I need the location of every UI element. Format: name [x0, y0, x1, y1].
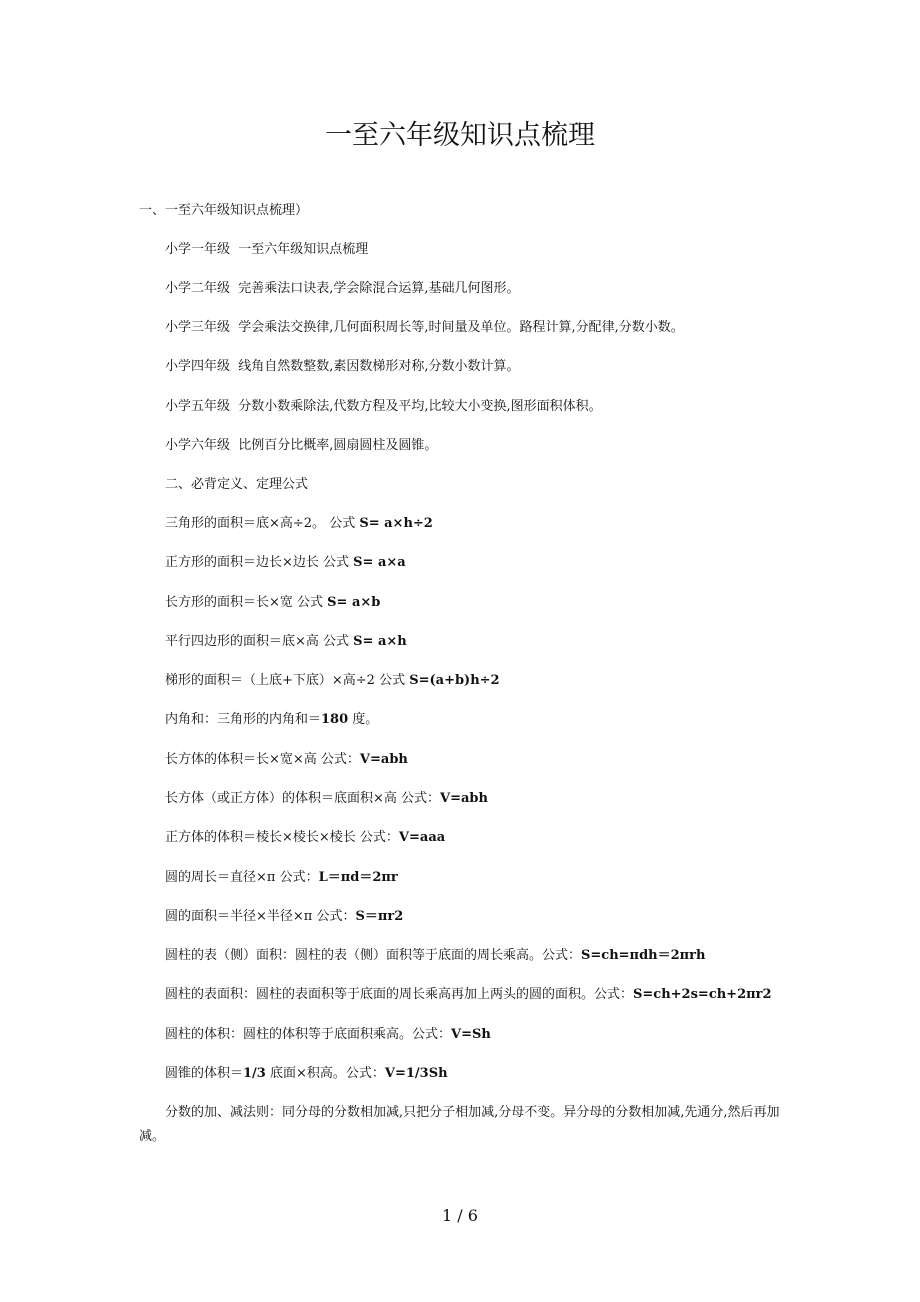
- formula-description: 梯形的面积＝（上底+下底）×高÷2 公式: [165, 673, 410, 688]
- section-heading-grades: 一、一至六年级知识点梳理）: [139, 203, 309, 218]
- formula-line-cuboid-volume: [165, 751, 408, 769]
- formula-expression: L＝πd＝2πr: [318, 870, 398, 885]
- formula-expression: S= a×h: [353, 634, 407, 649]
- fraction-rule-paragraph: 分数的加、减法则：同分母的分数相加减,只把分子相加减,分母不变。异分母的分数相加减,先通分,然后再加减。: [139, 1105, 780, 1144]
- formula-description: 圆柱的表面积：圆柱的表面积等于底面的周长乘高再加上两头的圆的面积。公式：: [165, 987, 634, 1002]
- formula-description: 正方形的面积＝边长×边长 公式: [165, 555, 354, 570]
- formula-line-circle-perimeter: [165, 869, 398, 887]
- formula-line-parallelogram: [165, 633, 407, 651]
- formula-line-cube-volume: [165, 829, 445, 847]
- formula-description: 内角和：三角形的内角和＝: [165, 712, 322, 727]
- grade-text: 学会乘法交换律,几何面积周长等,时间量及单位。路程计算,分配律,分数小数。: [238, 320, 684, 335]
- grade-text: 完善乘法口诀表,学会除混合运算,基础几何图形。: [238, 281, 520, 296]
- formula-line-cylinder-lateral: [165, 947, 705, 965]
- grade-line-1: [165, 241, 368, 259]
- formula-line-cone-volume: [165, 1065, 448, 1083]
- formula-description: 长方体的体积＝长×宽×高 公式：: [165, 752, 360, 767]
- document-title: 一至六年级知识点梳理: [325, 120, 595, 151]
- formula-line-circle-area: [165, 908, 403, 926]
- formula-line-cylinder-volume: [165, 1026, 491, 1044]
- formula-expression: V=Sh: [451, 1027, 491, 1042]
- formula-line-prism-volume: [165, 790, 488, 808]
- formula-line-cylinder-surface: [165, 986, 772, 1004]
- formula-description: 圆柱的表（侧）面积：圆柱的表（侧）面积等于底面的周长乘高。公式：: [165, 948, 582, 963]
- grade-label: 小学二年级: [165, 281, 231, 296]
- formula-expression: V=abh: [359, 752, 408, 767]
- formula-expression-2: V=1/3Sh: [384, 1066, 448, 1081]
- grade-line-4: [165, 358, 520, 376]
- formula-description: 圆的周长＝直径×π 公式：: [165, 870, 319, 885]
- formula-expression: 180: [321, 712, 349, 727]
- grade-text: 比例百分比概率,圆扇圆柱及圆锥。: [238, 438, 438, 453]
- formula-expression: V=aaa: [398, 830, 446, 845]
- formula-description: 长方形的面积＝长×宽 公式: [165, 595, 328, 610]
- formula-description: 平行四边形的面积＝底×高 公式: [165, 634, 354, 649]
- grade-text: 分数小数乘除法,代数方程及平均,比较大小变换,图形面积体积。: [238, 399, 602, 414]
- formula-line-triangle: [165, 515, 433, 533]
- grade-line-6: [165, 437, 437, 455]
- formula-description: 圆锥的体积＝: [165, 1066, 244, 1081]
- formula-expression: V=abh: [440, 791, 488, 806]
- formula-expression: 1/3: [243, 1066, 266, 1081]
- grade-line-2: [165, 280, 520, 298]
- formula-expression: S= a×a: [353, 555, 406, 570]
- formula-expression: S=(a+b)h÷2: [409, 673, 500, 688]
- formula-expression: S= a×b: [327, 595, 381, 610]
- formula-description: 三角形的面积＝底×高÷2。 公式: [165, 516, 360, 531]
- grade-line-5: [165, 398, 602, 416]
- page-indicator: 1 / 6: [442, 1206, 478, 1225]
- section-heading-formulas: 二、必背定义、定理公式: [165, 477, 309, 492]
- grade-label: 小学一年级: [165, 242, 231, 257]
- formula-line-trapezoid: [165, 672, 500, 690]
- formula-description: 圆柱的体积：圆柱的体积等于底面积乘高。公式：: [165, 1027, 452, 1042]
- formula-expression: S=ch+2s=ch+2πr2: [633, 987, 772, 1002]
- formula-description: 圆的面积＝半径×半径×π 公式：: [165, 909, 356, 924]
- formula-expression: S=ch=πdh＝2πrh: [581, 948, 706, 963]
- formula-expression: S= a×h÷2: [359, 516, 433, 531]
- grade-text: 一至六年级知识点梳理: [238, 242, 369, 257]
- formula-suffix: 底面×积高。公式：: [265, 1066, 385, 1081]
- formula-line-rectangle: [165, 594, 380, 612]
- grade-label: 小学五年级: [165, 399, 231, 414]
- formula-description: 长方体（或正方体）的体积＝底面积×高 公式：: [165, 791, 441, 806]
- formula-line-interior-angle: [165, 711, 378, 729]
- grade-label: 小学四年级: [165, 359, 231, 374]
- grade-label: 小学三年级: [165, 320, 231, 335]
- formula-expression: S＝πr2: [355, 909, 404, 924]
- grade-text: 线角自然数整数,素因数梯形对称,分数小数计算。: [238, 359, 520, 374]
- formula-line-square: [165, 554, 406, 572]
- formula-suffix: 度。: [348, 712, 379, 727]
- formula-description: 正方体的体积＝棱长×棱长×棱长 公式：: [165, 830, 399, 845]
- grade-line-3: [165, 319, 684, 337]
- grade-label: 小学六年级: [165, 438, 231, 453]
